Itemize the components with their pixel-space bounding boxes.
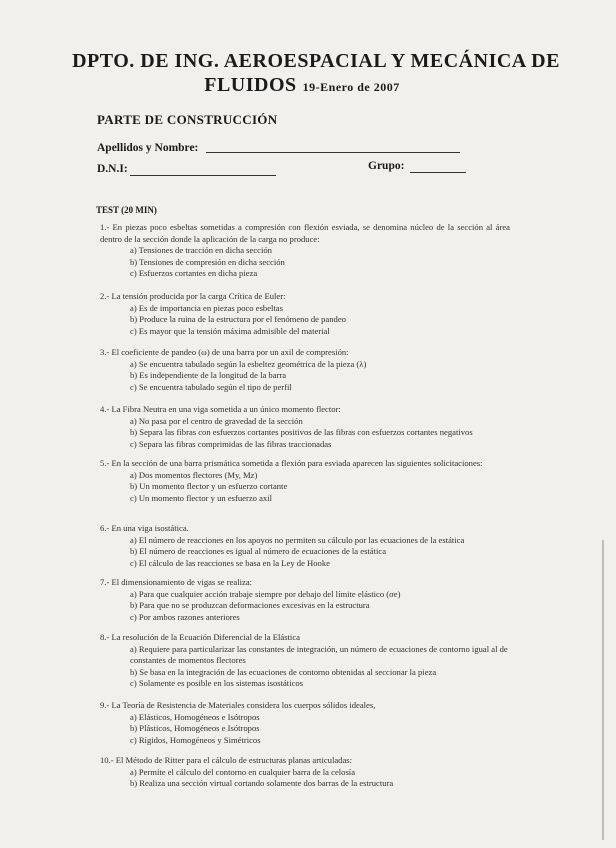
option-c[interactable]: c) El cálculo de las reacciones se basa en la Ley de Hooke [130,557,330,568]
option-b[interactable]: b) Produce la ruina de la estructura por el fenómeno de pandeo [130,314,346,324]
question-stem: 3.- El coeficiente de pandeo (ω) de una barra por un axil de compresión: [100,347,349,357]
option-a[interactable]: a) Requiere para particularizar las constantes de integración, un número de ecuaciones de contorno igual al de constantes de momentos flectores [130,643,508,665]
option-a[interactable]: a) El número de reacciones en los apoyos no permiten su cálculo por las ecuaciones de la estática [130,534,465,545]
option-a[interactable]: a) No pasa por el centro de gravedad de la sección [130,415,303,426]
test-title: TEST (20 MIN) [96,205,157,215]
option-c[interactable]: c) Separa las fibras comprimidas de las fibras traccionadas [130,438,332,449]
question-stem: 4.- La Fibra Neutra en una viga sometida a un único momento flector: [100,404,341,414]
question-5 [100,458,510,504]
group-field-line[interactable] [410,172,466,173]
option-b[interactable]: b) El número de reacciones es igual al número de ecuaciones de la estática [130,546,387,556]
option-c[interactable]: c) Esfuerzos cortantes en dicha pieza [130,268,258,278]
option-c[interactable]: c) Por ambos razones anteriores [130,611,240,622]
question-9 [100,700,510,746]
question-10 [100,755,510,790]
question-7 [100,577,510,623]
option-b[interactable]: b) Separa las fibras con esfuerzos cortantes positivos de las fibras con esfuerzos cortantes negativos [130,427,473,437]
option-c[interactable]: c) Rígidos, Homogéneos y Simétricos [130,734,261,745]
dni-label: D.N.I: [97,163,128,175]
name-label: Apellidos y Nombre: [97,142,199,154]
question-stem: 1.- En piezas poco esbeltas sometidas a compresión con flexión esviada, se denomina núcleo de la sección al área dentro de la sección donde la aplicación de la carga no produce: [100,222,510,244]
option-a[interactable]: a) Elásticos, Homogéneos e Isótropos [130,711,260,722]
department-title-line2 [0,74,610,97]
question-stem: 7.- El dimensionamiento de vigas se realiza: [100,577,253,587]
option-a[interactable]: a) Es de importancia en piezas poco esbeltas [130,302,283,313]
option-a[interactable]: a) Para que cualquier acción trabaje siempre por debajo del límite elástico (σe) [130,588,401,599]
option-b[interactable]: b) Un momento flector y un esfuerzo cortante [130,481,288,491]
question-6 [100,523,510,569]
option-a[interactable]: a) Dos momentos flectores (My, Mz) [130,469,258,480]
option-c[interactable]: c) Un momento flector y un esfuerzo axil [130,492,272,503]
option-a[interactable]: a) Permite el cálculo del contorno en cualquier barra de la celosía [130,766,356,777]
question-stem: 8.- La resolución de la Ecuación Diferencial de la Elástica [100,632,300,642]
department-title-fluidos: FLUIDOS [204,74,297,96]
question-2 [100,291,510,337]
option-a[interactable]: a) Tensiones de tracción en dicha sección [130,245,272,255]
dni-field-line[interactable] [130,175,276,176]
question-stem: 10.- El Método de Ritter para el cálculo de estructuras planas articuladas: [100,755,352,765]
exam-date: 19-Enero de 2007 [302,80,400,94]
option-a[interactable]: a) Se encuentra tabulado según la esbeltez geométrica de la pieza (λ) [130,358,367,369]
question-4 [100,404,510,450]
option-b[interactable]: b) Realiza una sección virtual cortando solamente dos barras de la estructura [130,778,394,788]
option-b[interactable]: b) Plásticos, Homogéneos e Isótropos [130,723,260,733]
group-label: Grupo: [368,160,405,172]
option-b[interactable]: b) Tensiones de compresión en dicha sección [130,256,285,267]
option-c[interactable]: c) Solamente es posible en los sistemas isostáticos [130,678,304,688]
question-8 [100,632,510,690]
question-1 [100,222,510,280]
question-3 [100,347,510,393]
question-stem: 9.- La Teoría de Resistencia de Materiales considera los cuerpos sólidos ideales, [100,700,376,710]
option-b[interactable]: b) Se basa en la integración de las ecuaciones de contorno obtenidas al seccionar la pieza [130,666,437,677]
option-b[interactable]: b) Es independiente de la longitud de la barra [130,370,287,380]
name-field-line[interactable] [206,152,460,153]
department-title: DPTO. DE ING. AEROESPACIAL Y MECÁNICA DE [72,50,560,72]
question-stem: 5.- En la sección de una barra prismática sometida a flexión para esviada aparecen las siguientes solicitaciones: [100,458,483,468]
option-c[interactable]: c) Se encuentra tabulado según el tipo de perfil [130,381,292,392]
option-c[interactable]: c) Es mayor que la tensión máxima admisible del material [130,325,330,336]
question-stem: 6.- En una viga isostática. [100,523,189,533]
scan-edge-mark [602,540,604,840]
question-stem: 2.- La tensión producida por la carga Crítica de Euler: [100,291,286,301]
section-title: PARTE DE CONSTRUCCIÓN [97,112,278,127]
option-b[interactable]: b) Para que no se produzcan deformaciones excesivas en la estructura [130,600,370,610]
